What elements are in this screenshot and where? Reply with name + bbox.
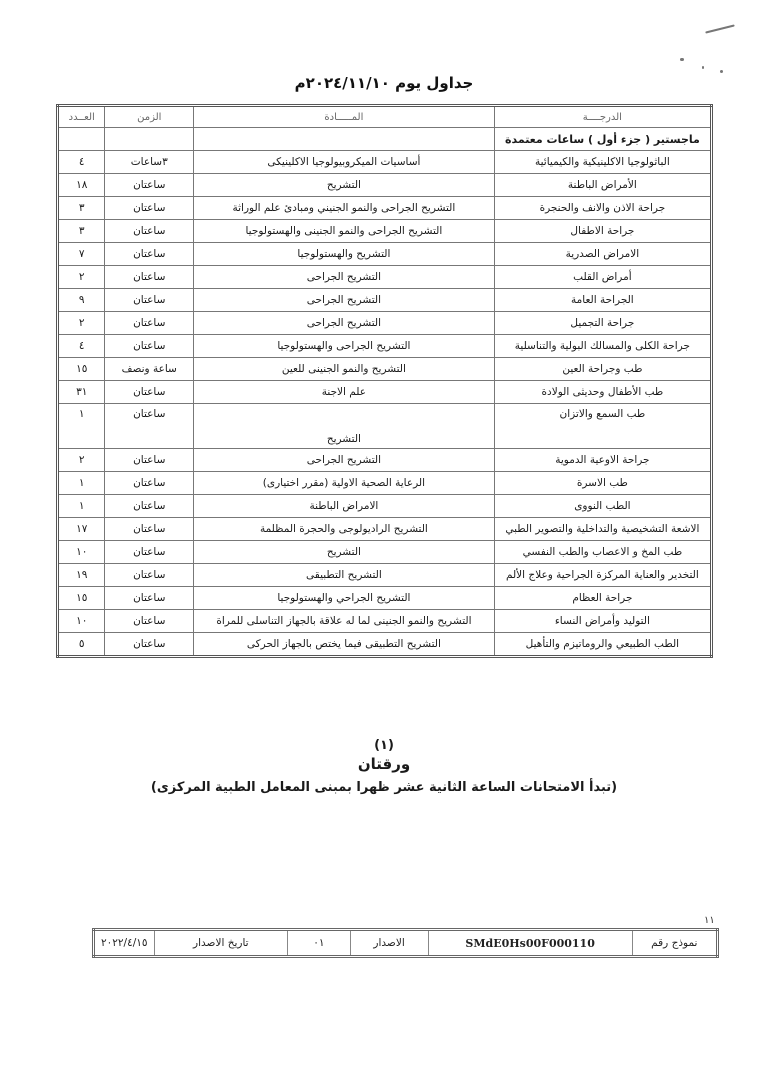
subject-cell: علم الاجنة — [194, 381, 495, 404]
header-time: الزمن — [105, 106, 194, 128]
subject-cell: التشريح الجراحى — [194, 312, 495, 335]
table-row — [58, 633, 712, 657]
time-cell: ساعتان — [105, 564, 194, 587]
table-row — [58, 197, 712, 220]
count-cell: ٥ — [58, 633, 105, 657]
degree-cell: جراحة الاذن والانف والحنجرة — [494, 197, 711, 220]
subject-cell: التشريح التطبيقى فيما يختص بالجهاز الحركى — [194, 633, 495, 657]
count-cell: ٣ — [58, 220, 105, 243]
subject-cell: التشريح الجراحى — [194, 266, 495, 289]
count-cell: ٧ — [58, 243, 105, 266]
count-cell: ١ — [58, 404, 105, 449]
count-cell: ١٠ — [58, 610, 105, 633]
form-no-label: نموذج رقم — [632, 930, 717, 957]
table-row — [58, 243, 712, 266]
time-cell: ساعتان — [105, 404, 194, 449]
count-cell: ٢ — [58, 266, 105, 289]
count-cell: ٤ — [58, 151, 105, 174]
scan-artifact — [680, 58, 684, 61]
time-cell: ساعتان — [105, 541, 194, 564]
time-cell: ساعتان — [105, 449, 194, 472]
schedule-table — [56, 104, 713, 658]
table-row — [58, 518, 712, 541]
subject-cell: التشريح الجراحي والهستولوجيا — [194, 587, 495, 610]
degree-cell: التوليد وأمراض النساء — [494, 610, 711, 633]
table-row — [58, 174, 712, 197]
time-cell: ساعتان — [105, 495, 194, 518]
count-cell: ٣١ — [58, 381, 105, 404]
time-cell: ساعتان — [105, 243, 194, 266]
count-cell: ١ — [58, 495, 105, 518]
degree-cell: جراحة العظام — [494, 587, 711, 610]
degree-cell: الطب النووى — [494, 495, 711, 518]
issue-value: ٠١ — [288, 930, 350, 957]
subject-cell: التشريح الجراحى — [194, 289, 495, 312]
degree-cell: طب وجراحة العين — [494, 358, 711, 381]
subject-cell: التشريح — [194, 174, 495, 197]
time-cell: ساعتان — [105, 633, 194, 657]
count-cell: ١٨ — [58, 174, 105, 197]
exam-notes — [0, 738, 768, 800]
time-cell: ساعتان — [105, 197, 194, 220]
subject-cell: التشريح — [194, 404, 495, 449]
subject-cell: التشريح الجراحى والنمو الجنيني ومبادئ علم الوراثة — [194, 197, 495, 220]
section-label: ماجستير ( جزء أول ) ساعات معتمدة — [494, 128, 711, 151]
degree-cell: طب الأطفال وحديثى الولادة — [494, 381, 711, 404]
papers-label: ورقتان — [357, 755, 411, 773]
time-cell: ساعتان — [105, 266, 194, 289]
degree-cell: الجراحة العامة — [494, 289, 711, 312]
degree-cell: جراحة الكلى والمسالك البولية والتناسلية — [494, 335, 711, 358]
header-count: العــدد — [58, 106, 105, 128]
empty-cell — [105, 128, 194, 151]
count-cell: ١٥ — [58, 587, 105, 610]
page-number: ١١ — [704, 915, 715, 926]
table-row — [58, 289, 712, 312]
count-cell: ٢ — [58, 449, 105, 472]
form-footer-table — [92, 928, 719, 958]
table-row — [58, 541, 712, 564]
empty-cell — [194, 128, 495, 151]
degree-cell: التخدير والعناية المركزة الجراحية وعلاج الألم — [494, 564, 711, 587]
table-row — [58, 381, 712, 404]
count-cell: ٩ — [58, 289, 105, 312]
scan-artifact — [705, 24, 735, 33]
time-cell: ٣ساعات — [105, 151, 194, 174]
time-cell: ساعتان — [105, 610, 194, 633]
table-row — [58, 335, 712, 358]
time-cell: ساعتان — [105, 587, 194, 610]
count-cell: ٣ — [58, 197, 105, 220]
degree-cell: جراحة الاطفال — [494, 220, 711, 243]
scan-artifact — [702, 66, 704, 69]
degree-cell: الأمراض الباطنة — [494, 174, 711, 197]
subject-cell: التشريح والنمو الجنينى لما له علاقة بالجهاز التناسلى للمراة — [194, 610, 495, 633]
table-header-row — [58, 106, 712, 128]
form-footer-row — [94, 930, 718, 957]
time-cell: ساعة ونصف — [105, 358, 194, 381]
degree-cell: الامراض الصدرية — [494, 243, 711, 266]
degree-cell: جراحة التجميل — [494, 312, 711, 335]
form-no-value: SMdE0Hs00F000110 — [428, 930, 632, 957]
subject-cell: التشريح والنمو الجنينى للعين — [194, 358, 495, 381]
header-degree: الدرجــــة — [494, 106, 711, 128]
degree-cell: طب الاسرة — [494, 472, 711, 495]
table-row — [58, 587, 712, 610]
scan-artifact — [720, 70, 723, 73]
count-cell: ٢ — [58, 312, 105, 335]
degree-cell: جراحة الاوعية الدموية — [494, 449, 711, 472]
table-row — [58, 472, 712, 495]
degree-cell: طب السمع والاتزان — [494, 404, 711, 449]
table-row — [58, 151, 712, 174]
subject-cell: التشريح التطبيقى — [194, 564, 495, 587]
header-subject: المـــــادة — [194, 106, 495, 128]
subject-cell: أساسيات الميكروبيولوجيا الاكلينيكى — [194, 151, 495, 174]
table-row — [58, 404, 712, 449]
table-row — [58, 449, 712, 472]
table-row — [58, 220, 712, 243]
count-cell: ١٩ — [58, 564, 105, 587]
table-row — [58, 564, 712, 587]
table-row — [58, 495, 712, 518]
time-cell: ساعتان — [105, 335, 194, 358]
degree-cell: الباثولوجيا الاكلينيكية والكيميائية — [494, 151, 711, 174]
empty-cell — [58, 128, 105, 151]
table-row — [58, 358, 712, 381]
degree-cell: طب المخ و الاعصاب والطب النفسي — [494, 541, 711, 564]
subject-cell: الامراض الباطنة — [194, 495, 495, 518]
time-cell: ساعتان — [105, 472, 194, 495]
count-cell: ١ — [58, 472, 105, 495]
subject-cell: التشريح الراديولوجى والحجرة المظلمة — [194, 518, 495, 541]
time-cell: ساعتان — [105, 518, 194, 541]
issue-label: الاصدار — [350, 930, 428, 957]
time-cell: ساعتان — [105, 289, 194, 312]
issue-date-value: ٢٠٢٢/٤/١٥ — [94, 930, 155, 957]
time-cell: ساعتان — [105, 312, 194, 335]
section-row — [58, 128, 712, 151]
table-row — [58, 312, 712, 335]
count-cell: ١٧ — [58, 518, 105, 541]
page-title: جداول يوم ٢٠٢٤/١١/١٠م — [294, 74, 474, 92]
subject-cell: التشريح الجراحى والنمو الجنينى والهستولوجيا — [194, 220, 495, 243]
table-row — [58, 610, 712, 633]
degree-cell: الاشعة التشخيصية والتداخلية والتصوير الطبي — [494, 518, 711, 541]
subject-cell: الرعاية الصحية الاولية (مقرر اختيارى) — [194, 472, 495, 495]
table-row — [58, 266, 712, 289]
time-cell: ساعتان — [105, 220, 194, 243]
degree-cell: الطب الطبيعي والروماتيزم والتأهيل — [494, 633, 711, 657]
degree-cell: أمراض القلب — [494, 266, 711, 289]
issue-date-label: تاريخ الاصدار — [154, 930, 288, 957]
paper-number: (١) — [374, 738, 394, 753]
count-cell: ١٠ — [58, 541, 105, 564]
time-cell: ساعتان — [105, 174, 194, 197]
subject-cell: التشريح الجراحى والهستولوجيا — [194, 335, 495, 358]
count-cell: ٤ — [58, 335, 105, 358]
subject-cell: التشريح والهستولوجيا — [194, 243, 495, 266]
time-cell: ساعتان — [105, 381, 194, 404]
subject-cell: التشريح — [194, 541, 495, 564]
exam-start-note: (تبدأ الامتحانات الساعة الثانية عشر ظهرا بمبنى المعامل الطبية المركزى) — [150, 780, 618, 795]
subject-cell: التشريح الجراحى — [194, 449, 495, 472]
count-cell: ١٥ — [58, 358, 105, 381]
